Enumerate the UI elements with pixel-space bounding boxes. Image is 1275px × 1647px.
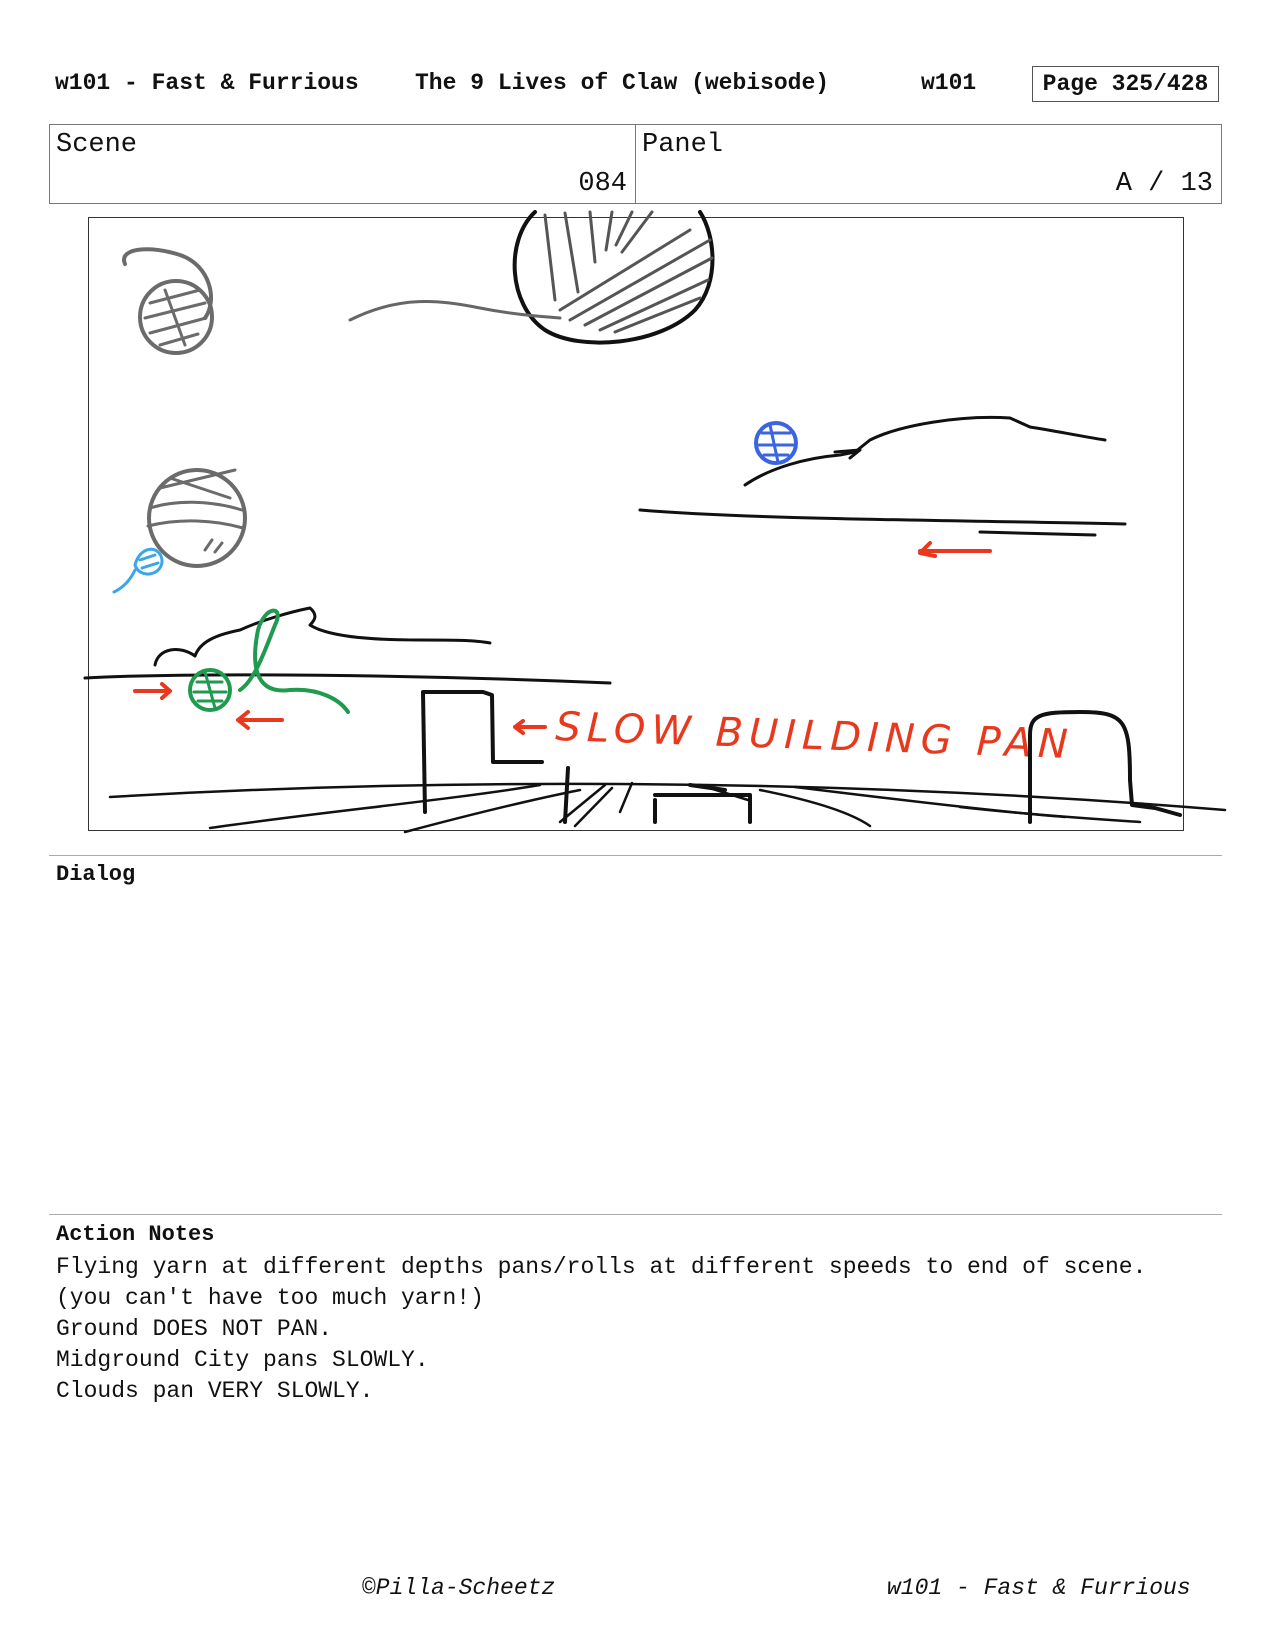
action-note-line: Clouds pan VERY SLOWLY. [56, 1378, 374, 1404]
action-note-line: Ground DOES NOT PAN. [56, 1316, 333, 1342]
dialog-divider [49, 855, 1222, 856]
yarn-ball-cyan [114, 549, 162, 592]
yarn-ball-top-left [124, 249, 212, 353]
scene-cell [50, 125, 636, 203]
yarn-ball-mid-left [148, 470, 245, 566]
dialog-heading: Dialog [56, 862, 136, 887]
cloud-right [640, 417, 1125, 535]
large-yarn-ball [350, 212, 713, 343]
scene-panel-table [49, 124, 1222, 204]
header-episode-label: w101 - Fast & Furrious [55, 70, 359, 96]
ground-lines [110, 783, 1225, 832]
scene-number: 084 [578, 169, 627, 199]
yarn-ball-green [190, 611, 348, 712]
panel-label: Panel [642, 130, 724, 160]
yarn-ball-blue [756, 423, 796, 463]
scene-label: Scene [56, 130, 138, 160]
panel-number: A / 13 [1115, 169, 1213, 199]
footer-episode-label: w101 - Fast & Furrious [887, 1575, 1191, 1601]
header-title: The 9 Lives of Claw (webisode) [415, 70, 830, 96]
header-episode-code: w101 [921, 70, 977, 96]
sketch-annotation: SLOW BUILDING PAN [554, 704, 1075, 769]
action-notes-heading: Action Notes [56, 1222, 215, 1247]
page-number-box: Page 325/428 [1032, 66, 1219, 102]
panel-cell [636, 125, 1221, 203]
cloud-left [85, 608, 610, 683]
action-note-line: Midground City pans SLOWLY. [56, 1347, 429, 1373]
action-note-line: Flying yarn at different depths pans/rolls at different speeds to end of scene. (you can't have too much yarn!) [56, 1254, 1161, 1311]
storyboard-sketch [80, 205, 1230, 845]
action-notes-divider [49, 1214, 1222, 1215]
action-notes-body [56, 1252, 1206, 1407]
footer-copyright: ©Pilla-Scheetz [362, 1575, 556, 1601]
